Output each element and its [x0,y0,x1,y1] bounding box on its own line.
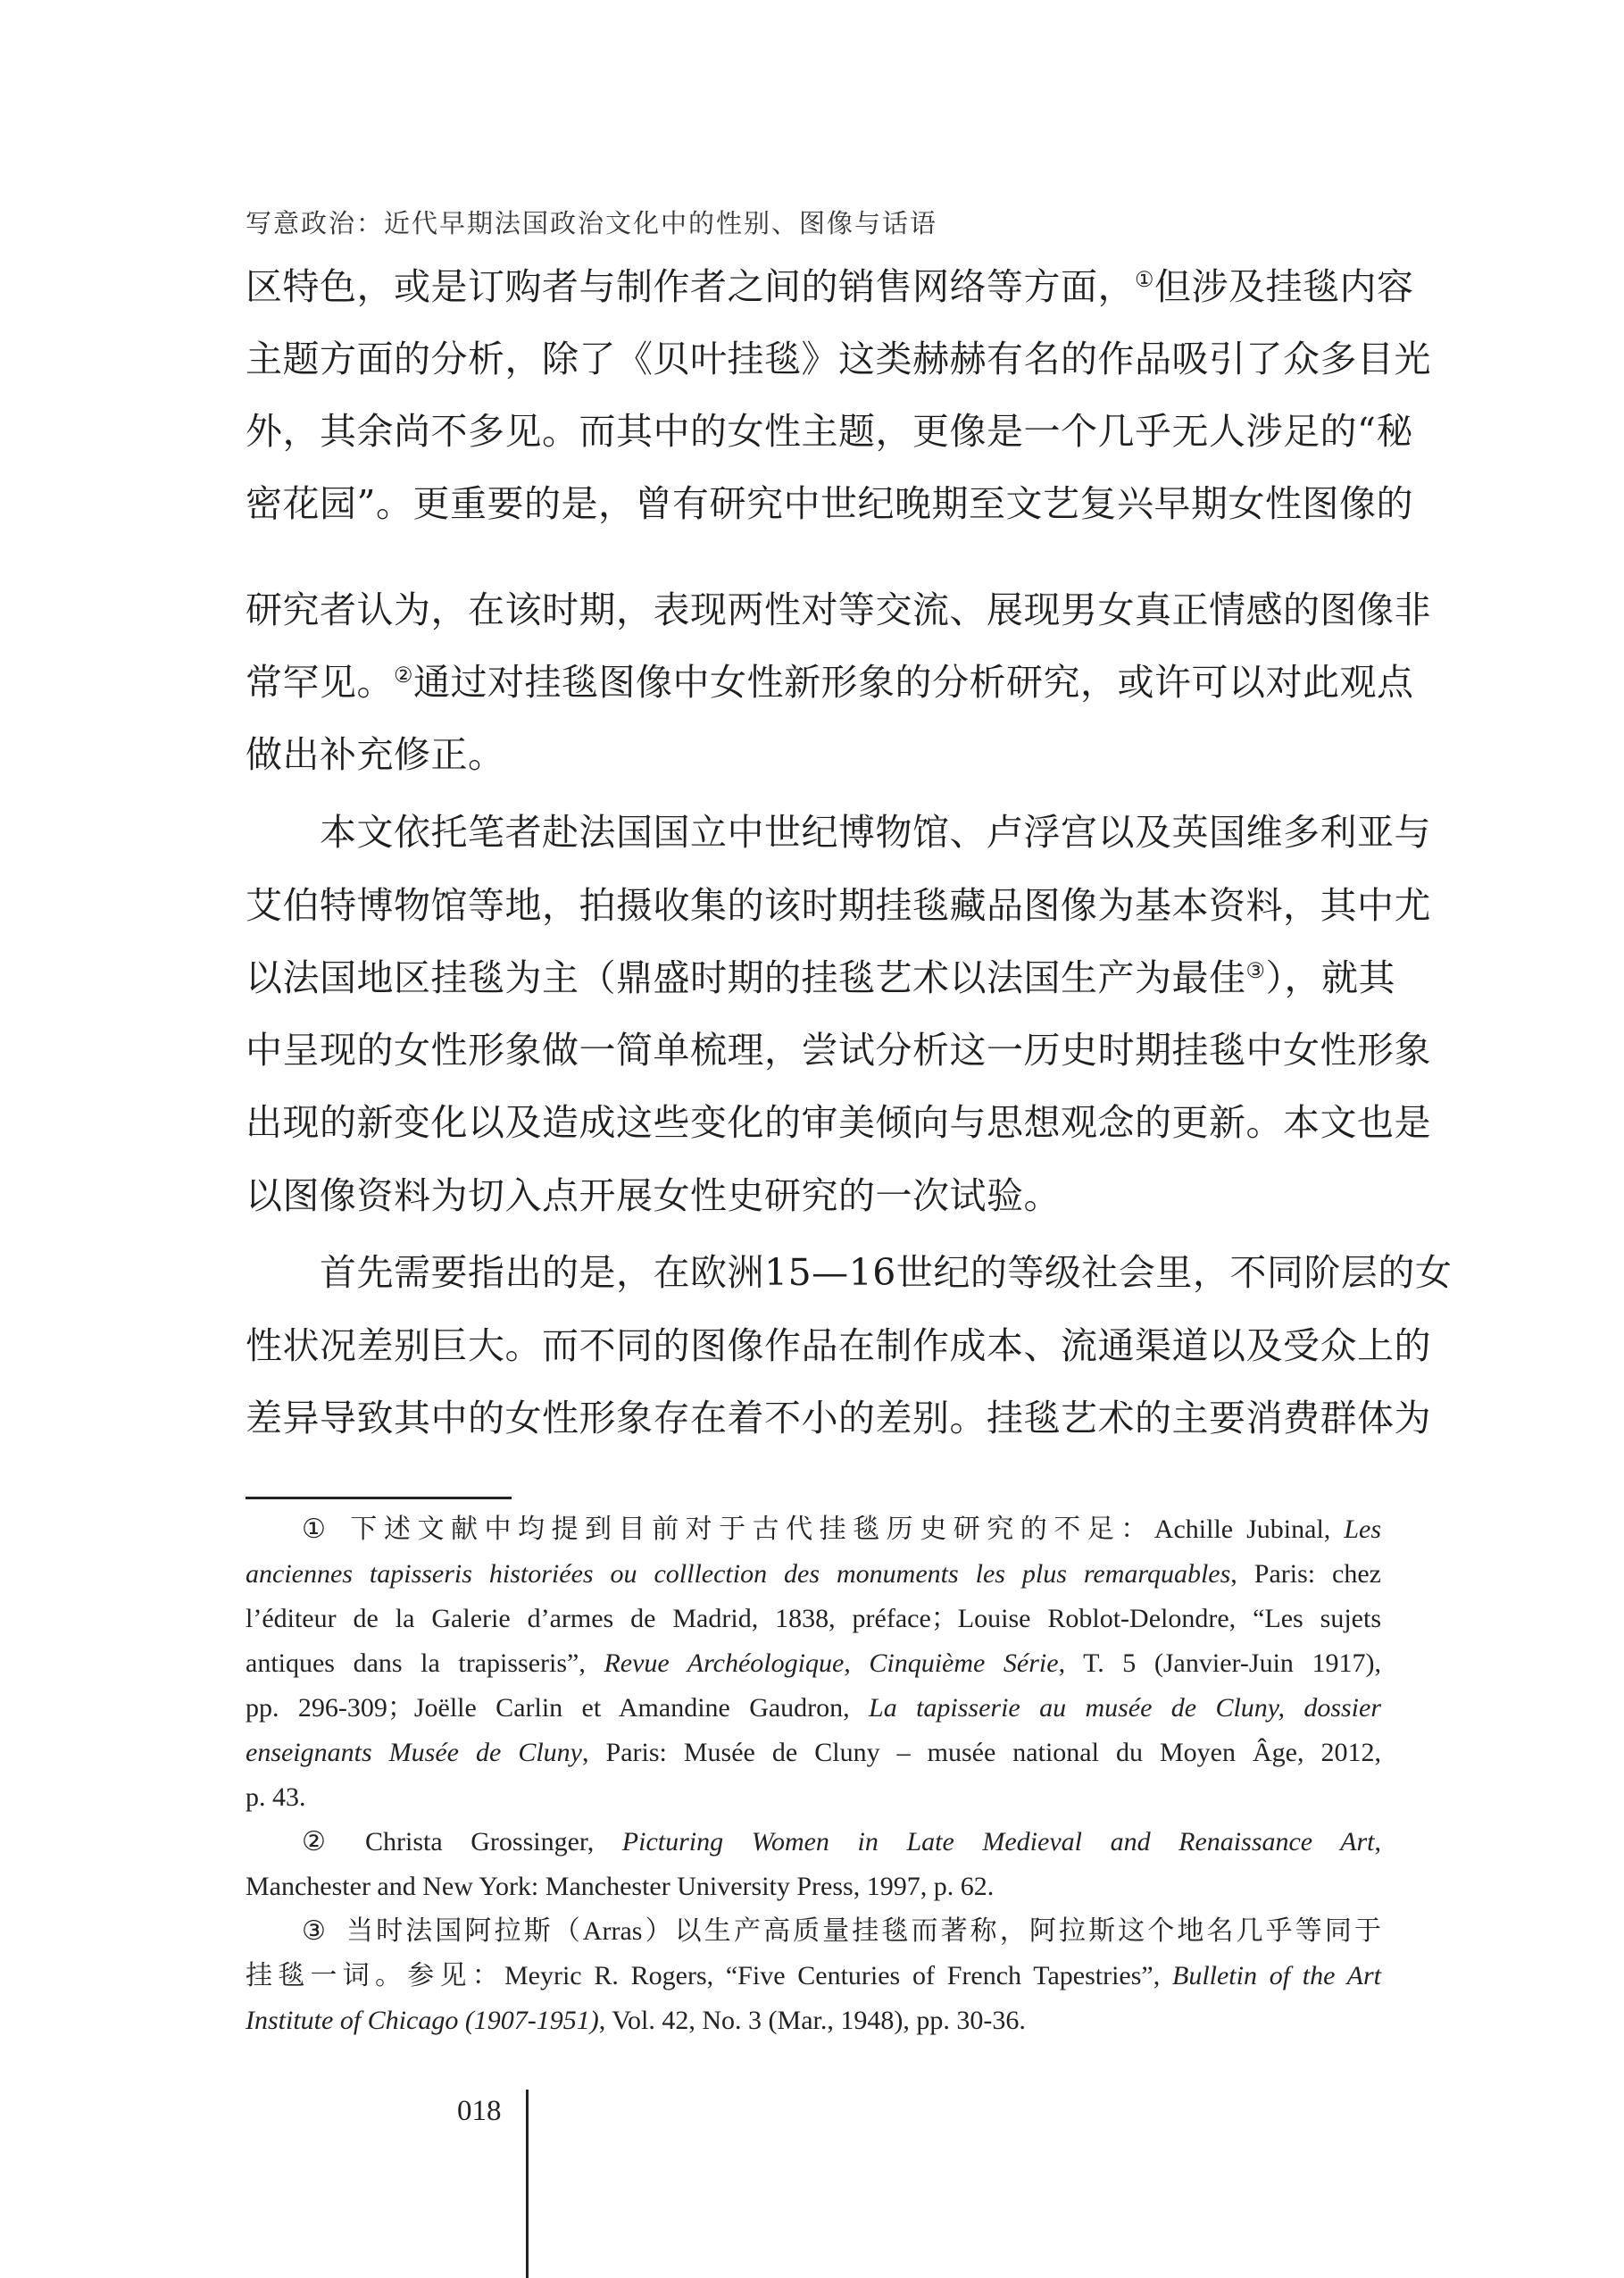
footnote-ref[interactable]: ② [394,663,414,688]
footnote-2-line: ② Christa Grossinger, Picturing Women in Late Medieval and Renaissance Art, [302,1827,1382,1857]
body-line: 外，其余尚不多见。而其中的女性主题，更像是一个几乎无人涉足的“秘 [246,410,1413,453]
body-line: 以图像资料为切入点开展女性史研究的一次试验。 [246,1174,1061,1217]
footnote-1-line: p. 43. [246,1782,306,1812]
body-line: 研究者认为，在该时期，表现两性对等交流、展现男女真正情感的图像非 [246,588,1431,631]
footnote-marker: ③ [302,1916,329,1946]
footnote-3-line: ③ 当时法国阿拉斯（Arras）以生产高质量挂毯而著称，阿拉斯这个地名几乎等同于 [302,1916,1381,1946]
footnote-3-line: Institute of Chicago (1907-1951), Vol. 42, No. 3 (Mar., 1948), pp. 30-36. [246,2006,1026,2035]
footnote-1-line: ① 下述文献中均提到目前对于古代挂毯历史研究的不足：Achille Jubinal, Les [302,1514,1381,1544]
running-head: 写意政治：近代早期法国政治文化中的性别、图像与话语 [246,208,938,238]
body-line: 首先需要指出的是，在欧洲15—16世纪的等级社会里，不同阶层的女 [320,1251,1453,1294]
footnote-1-line: anciennes tapisseris historiées ou colllection des monuments les plus remarquables, Paris: chez [246,1559,1381,1589]
body-line: 常罕见。②通过对挂毯图像中女性新形象的分析研究，或许可以对此观点 [246,661,1414,704]
body-line: 区特色，或是订购者与制作者之间的销售网络等方面，①但涉及挂毯内容 [246,265,1414,308]
body-line: 以法国地区挂毯为主（鼎盛时期的挂毯艺术以法国生产为最佳③），就其 [246,956,1396,999]
footnote-marker: ① [302,1514,333,1544]
body-line: 差异导致其中的女性形象存在着不小的差别。挂毯艺术的主要消费群体为 [246,1397,1431,1439]
page-number-rule [526,2090,529,2278]
footnote-ref[interactable]: ① [1135,267,1155,292]
page-number: 018 [457,2095,502,2127]
body-line: 性状况差别巨大。而不同的图像作品在制作成本、流通渠道以及受众上的 [246,1324,1431,1367]
footnote-ref[interactable]: ③ [1245,958,1266,983]
footnote-1-line: l’éditeur de la Galerie d’armes de Madrid, 1838, préface；Louise Roblot-Delondre, “Les sujets [246,1604,1381,1633]
footnote-1-line: enseignants Musée de Cluny, Paris: Musée de Cluny – musée national du Moyen Âge, 2012, [246,1738,1381,1767]
footnote-2-line: Manchester and New York: Manchester University Press, 1997, p. 62. [246,1872,995,1901]
body-line: 艾伯特博物馆等地，拍摄收集的该时期挂毯藏品图像为基本资料，其中尤 [246,884,1431,927]
footnote-rule [246,1497,512,1499]
footnote-marker: ② [302,1827,347,1857]
body-line: 做出补充修正。 [246,733,505,776]
body-line: 本文依托笔者赴法国国立中世纪博物馆、卢浮宫以及英国维多利亚与 [320,811,1431,854]
footnote-1-line: antiques dans la trapisseris”, Revue Archéologique, Cinquième Série, T. 5 (Janvier-Juin 1917), [246,1648,1381,1678]
footnote-3-line: 挂毯一词。参见：Meyric R. Rogers, “Five Centuries of French Tapestries”, Bulletin of the Art [246,1961,1382,1990]
body-line: 出现的新变化以及造成这些变化的审美倾向与思想观念的更新。本文也是 [246,1101,1431,1144]
body-line: 中呈现的女性形象做一简单梳理，尝试分析这一历史时期挂毯中女性形象 [246,1029,1431,1072]
body-line: 主题方面的分析，除了《贝叶挂毯》这类赫赫有名的作品吸引了众多目光 [246,338,1431,380]
footnote-1-line: pp. 296-309；Joëlle Carlin et Amandine Gaudron, La tapisserie au musée de Cluny, dossier [246,1693,1381,1723]
body-line: 密花园”。更重要的是，曾有研究中世纪晚期至文艺复兴早期女性图像的 [246,482,1413,525]
